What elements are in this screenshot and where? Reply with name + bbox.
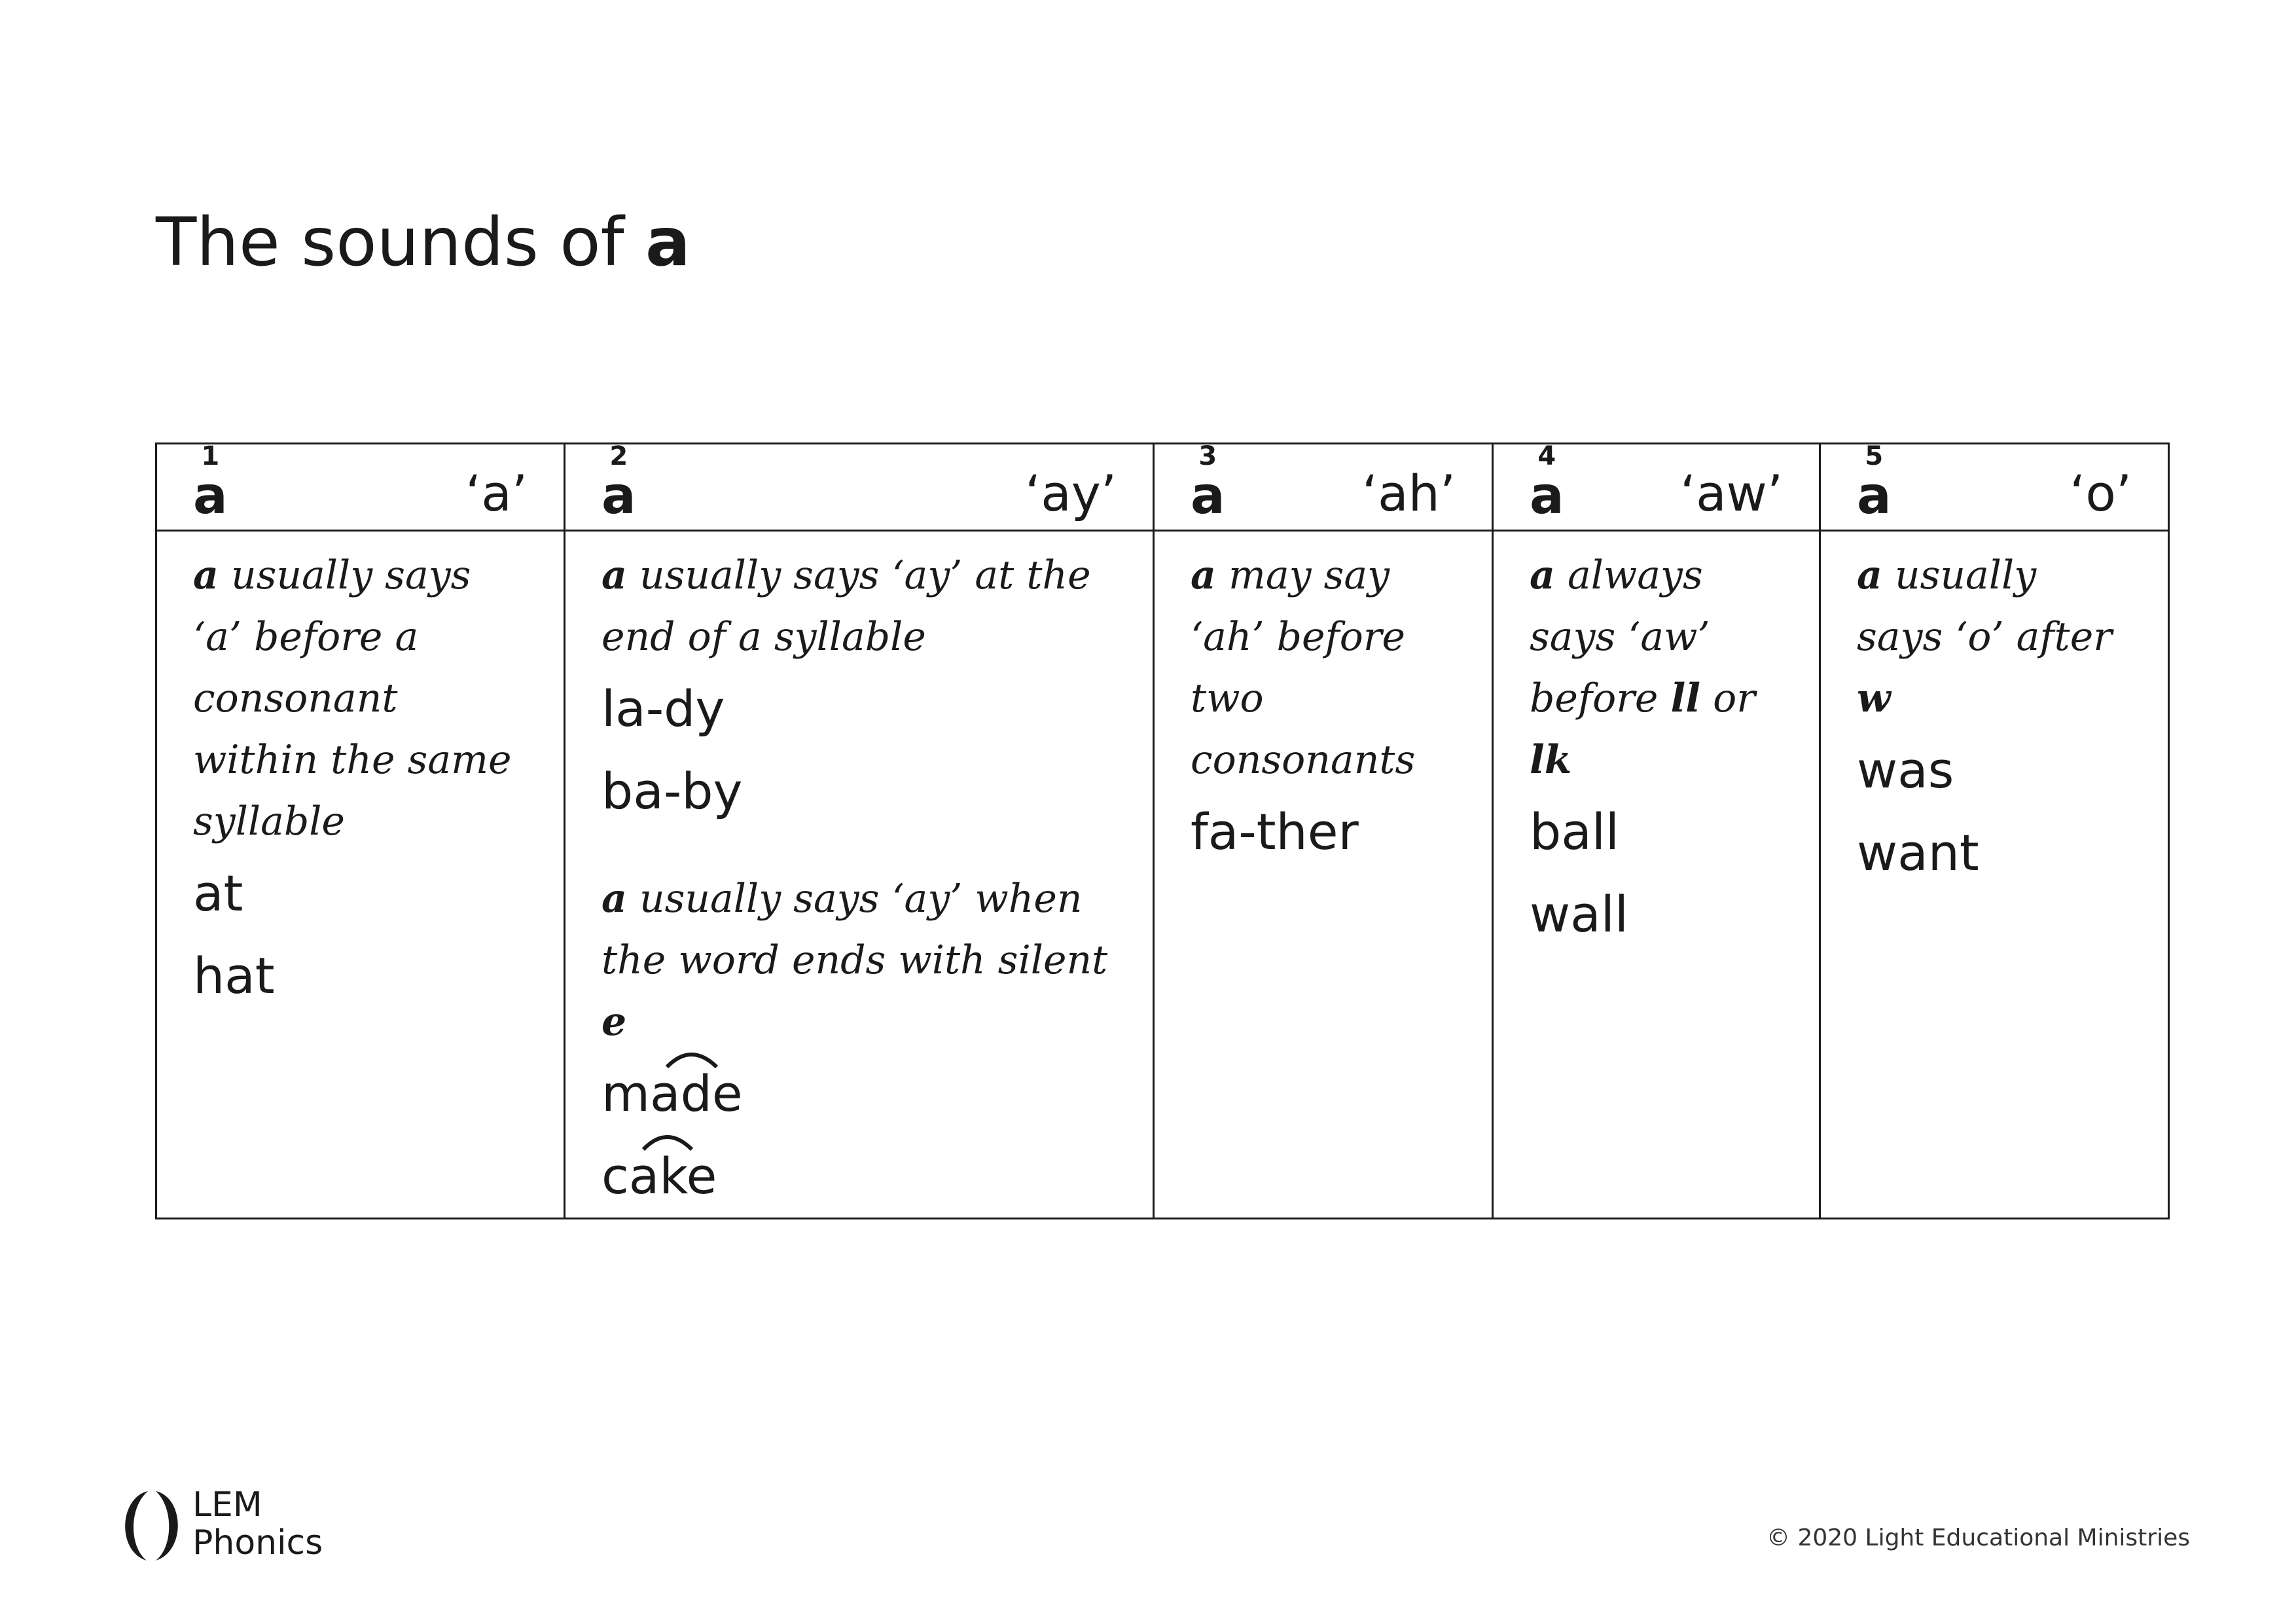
rule-text: a usually says ‘ay’ when the word ends with silent e	[601, 876, 1108, 1045]
sound-number: 4	[1537, 441, 1556, 471]
rule-text: a usually says ‘a’ before a consonant within the same syllable	[193, 552, 512, 844]
sound-number: 2	[609, 441, 628, 471]
page-title	[156, 200, 691, 285]
header-letter: 1 a	[193, 441, 228, 526]
logo-line-1: LEM	[192, 1485, 262, 1525]
rule-text: a usually says ‘o’ after w	[1857, 552, 2112, 721]
header-letter: 5 a	[1857, 441, 1892, 526]
example-word	[601, 1135, 1117, 1218]
header-cell-2	[565, 441, 1154, 531]
page-title-letter: a	[645, 204, 691, 282]
header-sound: ‘ay’	[1025, 464, 1117, 522]
example-word: want	[1857, 823, 1979, 882]
header-letter: 3 a	[1191, 441, 1225, 526]
rule-text: a usually says ‘ay’ at the end of a syllable	[601, 552, 1091, 660]
body-cell-2	[565, 531, 1154, 1219]
body-cell-5	[1820, 531, 2169, 1219]
sound-number: 3	[1198, 441, 1217, 471]
logo-line-2: Phonics	[192, 1523, 323, 1562]
copyright-notice: © 2020 Light Educational Ministries	[1767, 1525, 2190, 1551]
body-cell-3	[1154, 531, 1493, 1219]
header-letter: 2 a	[601, 441, 636, 526]
example-word: ball	[1530, 803, 1620, 861]
example-word: at	[193, 864, 243, 922]
page-title-text: The sounds of	[156, 204, 646, 282]
lem-phonics-logo	[115, 1486, 338, 1564]
sound-number: 1	[201, 441, 220, 471]
body-row	[156, 531, 2169, 1219]
header-sound: ‘a’	[465, 464, 528, 522]
header-cell-4	[1493, 441, 1820, 531]
header-cell-3	[1154, 441, 1493, 531]
example-word: ba-by	[601, 762, 743, 820]
header-sound: ‘aw’	[1679, 464, 1783, 522]
header-row	[156, 444, 2169, 531]
body-cell-1	[156, 531, 565, 1219]
vowel-arc-icon	[601, 1130, 765, 1156]
example-word: la-dy	[601, 679, 725, 738]
header-letter: 4 a	[1530, 441, 1564, 526]
example-word: was	[1857, 741, 1954, 799]
example-word: hat	[193, 947, 275, 1005]
example-word: wall	[1530, 885, 1628, 943]
header-sound: ‘o’	[2070, 464, 2132, 522]
rule-text: a always says ‘aw’ before ll or lk	[1530, 552, 1755, 783]
example-word	[601, 1053, 1117, 1135]
header-cell-5	[1820, 441, 2169, 531]
sound-number: 5	[1865, 441, 1884, 471]
body-cell-4	[1493, 531, 1820, 1219]
vowel-arc-icon	[601, 1047, 765, 1074]
sounds-table	[155, 442, 2170, 1219]
logo-text	[192, 1486, 323, 1562]
silent-e-word: made	[601, 1053, 743, 1135]
example-word: fa-ther	[1191, 803, 1359, 861]
lem-logo-icon	[115, 1486, 187, 1564]
header-sound: ‘ah’	[1361, 464, 1456, 522]
rule-text: a may say ‘ah’ before two consonants	[1191, 552, 1416, 783]
header-cell-1	[156, 441, 565, 531]
silent-e-word: cake	[601, 1135, 717, 1218]
